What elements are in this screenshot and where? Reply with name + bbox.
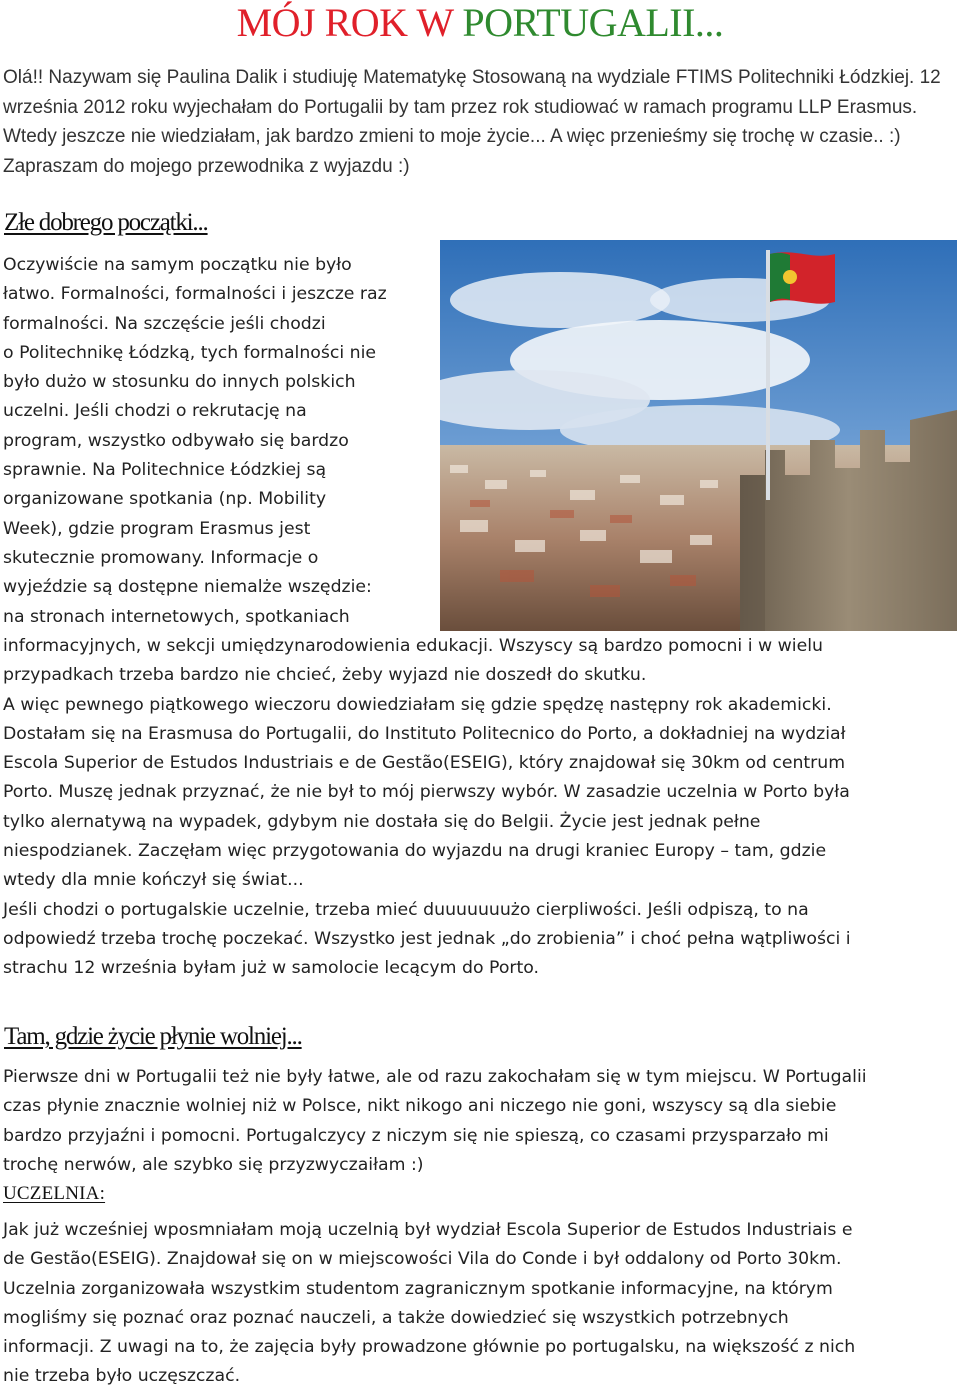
- text-line: skutecznie promowany. Informacje o: [3, 547, 319, 568]
- title-part-red: MÓJ ROK W: [236, 0, 463, 45]
- text-line: de Gestão(ESEIG). Znajdował się on w miejscowości Vila do Conde i był oddalony od Porto 30km.: [3, 1249, 842, 1270]
- section1-text-full-width: [3, 632, 958, 984]
- section2-text: [3, 1063, 960, 1180]
- text-line: sprawnie. Na Politechnice Łódzkiej są: [3, 460, 327, 481]
- section-heading-beginnings: Złe dobrego początki...: [4, 209, 208, 236]
- page-title: [0, 0, 960, 46]
- text-line: A więc pewnego piątkowego wieczoru dowiedziałam się gdzie spędzę następny rok akademicki.: [3, 694, 832, 715]
- text-line: o Politechnikę Łódzką, tych formalności nie: [3, 342, 377, 363]
- text-line: trochę nerwów, ale szybko się przyzwyczaiłam :): [3, 1154, 424, 1175]
- text-line: Escola Superior de Estudos Industriais e de Gestão(ESEIG), który znajdował się 30km od centrum: [3, 753, 846, 774]
- text-line: Porto. Muszę jednak przyznać, że nie był to mój pierwszy wybór. W zasadzie uczelnia w Porto była: [3, 782, 850, 803]
- section1-text-beside-photo: [3, 251, 433, 632]
- text-line: uczelni. Jeśli chodzi o rekrutację na: [3, 401, 307, 422]
- text-line: niespodzianek. Zaczęłam więc przygotowania do wyjazdu na drugi kraniec Europy – tam, gdzie: [3, 841, 827, 862]
- text-line: wyjeździe są dostępne niemalże wszędzie:: [3, 577, 372, 598]
- text-line: bardzo przyjaźni i pomocni. Portugalczycy z niczym się nie spieszą, co czasami przysparzało mi: [3, 1125, 829, 1146]
- text-line: strachu 12 września byłam już w samolocie lecącym do Porto.: [3, 958, 540, 979]
- title-part-green: PORTUGALII...: [462, 0, 724, 45]
- text-line: przypadkach trzeba bardzo nie chcieć, żeby wyjazd nie doszedł do skutku.: [3, 665, 647, 686]
- text-line: Pierwsze dni w Portugalii też nie były łatwe, ale od razu zakochałam się w tym miejscu. W Portugalii: [3, 1067, 867, 1087]
- section-heading-slow-life: Tam, gdzie życie płynie wolniej...: [4, 1023, 302, 1050]
- text-line: wtedy dla mnie kończył się świat...: [3, 870, 304, 891]
- text-line: na stronach internetowych, spotkaniach: [3, 606, 350, 627]
- text-line: było dużo w stosunku do innych polskich: [3, 372, 356, 393]
- text-line: tylko alernatywą na wypadek, gdybym nie dostała się do Belgii. Życie jest jednak pełne: [3, 811, 761, 832]
- text-line: informacji. Z uwagi na to, że zajęcia były prowadzone głównie po portugalsku, na większość z nich: [3, 1337, 856, 1358]
- section3-text: [3, 1216, 960, 1392]
- text-line: formalności. Na szczęście jeśli chodzi: [3, 313, 326, 334]
- text-line: czas płynie znacznie wolniej niż w Polsce, nikt nikogo ani niczego nie goni, wszyscy są dla siebie: [3, 1096, 837, 1117]
- section-heading-university: UCZELNIA:: [3, 1183, 106, 1204]
- text-line: informacyjnych, w sekcji umiędzynarodowienia edukacji. Wszyscy są bardzo pomocni i w wielu: [3, 636, 823, 656]
- intro-paragraph: Olá!! Nazywam się Paulina Dalik i studiuję Matematykę Stosowaną na wydziale FTIMS Politechniki Łódzkiej. 12 września 2012 roku wyjechałam do Portugalii by tam przez rok studiować w ramach programu LLP Erasmus. Wtedy jeszcze nie wiedziałam, jak bardzo zmieni to moje życie... A więc przenieśmy się trochę w czasie.. :) Zapraszam do mojego przewodnika z wyjazdu :): [3, 67, 941, 177]
- text-line: nie trzeba było uczęszczać.: [3, 1366, 241, 1387]
- text-line: Week), gdzie program Erasmus jest: [3, 518, 311, 539]
- text-line: łatwo. Formalności, formalności i jeszcze raz: [3, 284, 387, 305]
- text-line: mogliśmy się poznać oraz poznać nauczeli, a także dowiedzieć się wszystkich potrzebnych: [3, 1307, 789, 1328]
- text-line: Jeśli chodzi o portugalskie uczelnie, trzeba mieć duuuuuuużo cierpliwości. Jeśli odpiszą, to na: [3, 899, 809, 920]
- text-line: organizowane spotkania (np. Mobility: [3, 489, 327, 510]
- text-line: Dostałam się na Erasmusa do Portugalii, do Instituto Politecnico do Porto, a dokładniej na wydział: [3, 723, 846, 744]
- lisbon-castle-photo: [440, 240, 957, 631]
- text-line: program, wszystko odbywało się bardzo: [3, 430, 349, 451]
- text-line: Uczelnia zorganizowała wszystkim studentom zagranicznym spotkanie informacyjne, na którym: [3, 1278, 833, 1299]
- text-line: Jak już wcześniej wposmniałam moją uczelnią był wydział Escola Superior de Estudos Industriais e: [3, 1220, 853, 1240]
- text-line: Oczywiście na samym początku nie było: [3, 255, 352, 275]
- text-line: odpowiedź trzeba trochę poczekać. Wszystko jest jednak „do zrobienia” i choć pełna wątpliwości i: [3, 928, 851, 949]
